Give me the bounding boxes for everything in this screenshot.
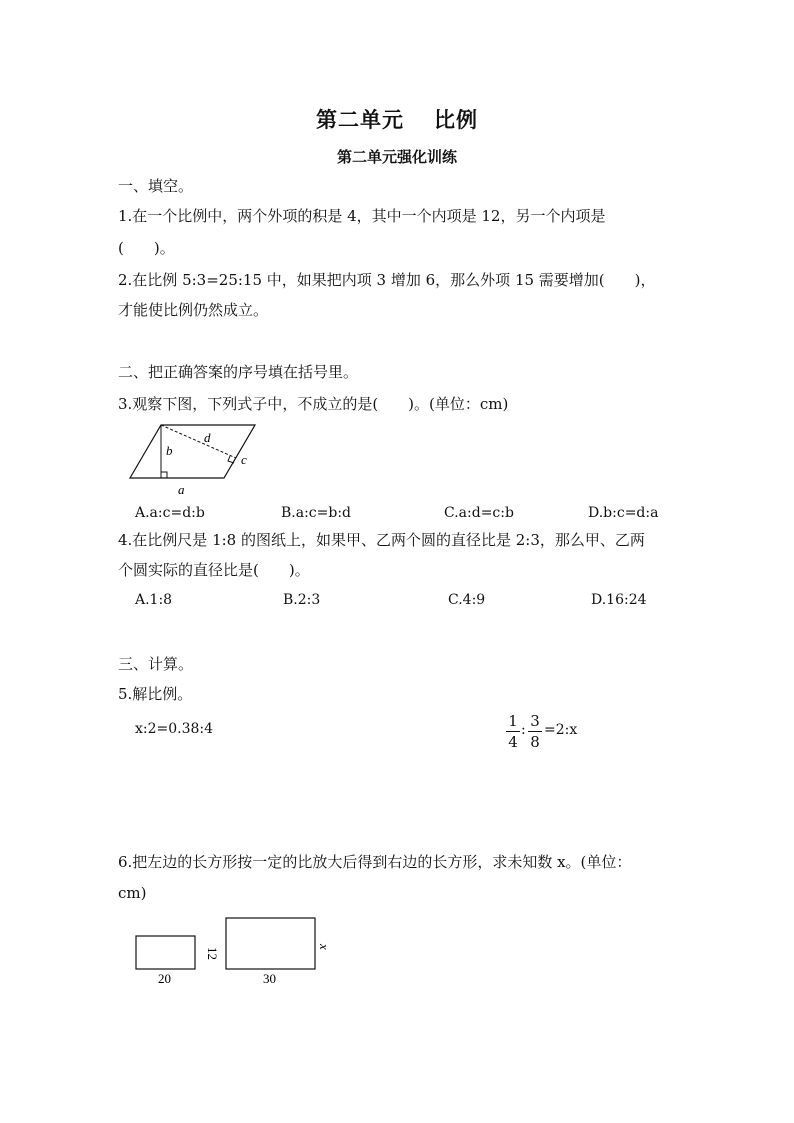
right-angle-mark-b [161,472,167,478]
q5-fraction-2 [528,712,542,751]
small-rect-height-label: 12 [205,947,220,960]
section3-heading: 三、计算。 [118,655,194,673]
q5-equation-2-rest: =2:x [544,722,578,738]
section1-heading: 一、填空。 [118,177,194,195]
large-rect-width-label: 30 [263,971,276,986]
q4-option-d: D.16:24 [591,592,647,608]
q3-option-a: A.a:c=d:b [135,505,205,521]
section2-heading: 二、把正确答案的序号填在括号里。 [118,363,359,381]
fraction-1-numerator: 1 [508,712,518,730]
q1-line1: 1.在一个比例中，两个外项的积是 4，其中一个内项是 12，另一个内项是 [118,207,606,225]
q5-equation-1: x:2=0.38:4 [135,721,214,737]
q4-option-c: C.4:9 [448,592,486,608]
label-c: c [241,452,247,467]
page-title [0,104,794,134]
small-rectangle [136,936,195,969]
q6-line1: 6.把左边的长方形按一定的比放大后得到右边的长方形，求未知数 x。(单位： [118,853,632,871]
q4-line1: 4.在比例尺是 1:8 的图纸上，如果甲、乙两个圆的直径比是 2:3，那么甲、乙两 [118,531,645,549]
fraction-2-denominator: 8 [530,733,540,751]
q5-fraction-1 [506,712,520,751]
q6-line2: cm) [118,884,147,902]
q2-line1: 2.在比例 5:3=25:15 中，如果把内项 3 增加 6，那么外项 15 需要增加( )， [118,271,656,289]
q3-option-b: B.a:c=b:d [281,505,352,521]
label-b: b [166,443,173,458]
q5-text: 5.解比例。 [118,685,193,703]
small-rect-width-label: 20 [158,971,171,986]
title-part1: 第二单元 [316,107,404,132]
q2-line2: 才能使比例仍然成立。 [118,301,269,319]
q3-text: 3.观察下图，下列式子中，不成立的是( )。(单位：cm) [118,395,509,413]
label-a: a [178,482,185,497]
q1-line2: ( )。 [118,239,175,257]
large-rect-height-label: x [317,944,332,950]
q3-option-d: D.b:c=d:a [588,505,659,521]
fraction-1-denominator: 4 [508,733,518,751]
q4-option-b: B.2:3 [283,592,321,608]
fraction-2-numerator: 3 [530,712,540,730]
label-d: d [204,430,211,445]
q4-line2: 个圆实际的直径比是( )。 [118,561,310,579]
title-part2: 比例 [434,107,478,132]
parallelogram-shape [130,425,255,478]
parallelogram-figure [125,420,265,500]
q4-option-a: A.1:8 [135,592,173,608]
q5-colon: : [521,722,526,738]
large-rectangle [226,918,315,969]
page-subtitle: 第二单元强化训练 [336,148,457,166]
rectangles-figure [128,910,338,990]
q3-option-c: C.a:d=c:b [444,505,514,521]
